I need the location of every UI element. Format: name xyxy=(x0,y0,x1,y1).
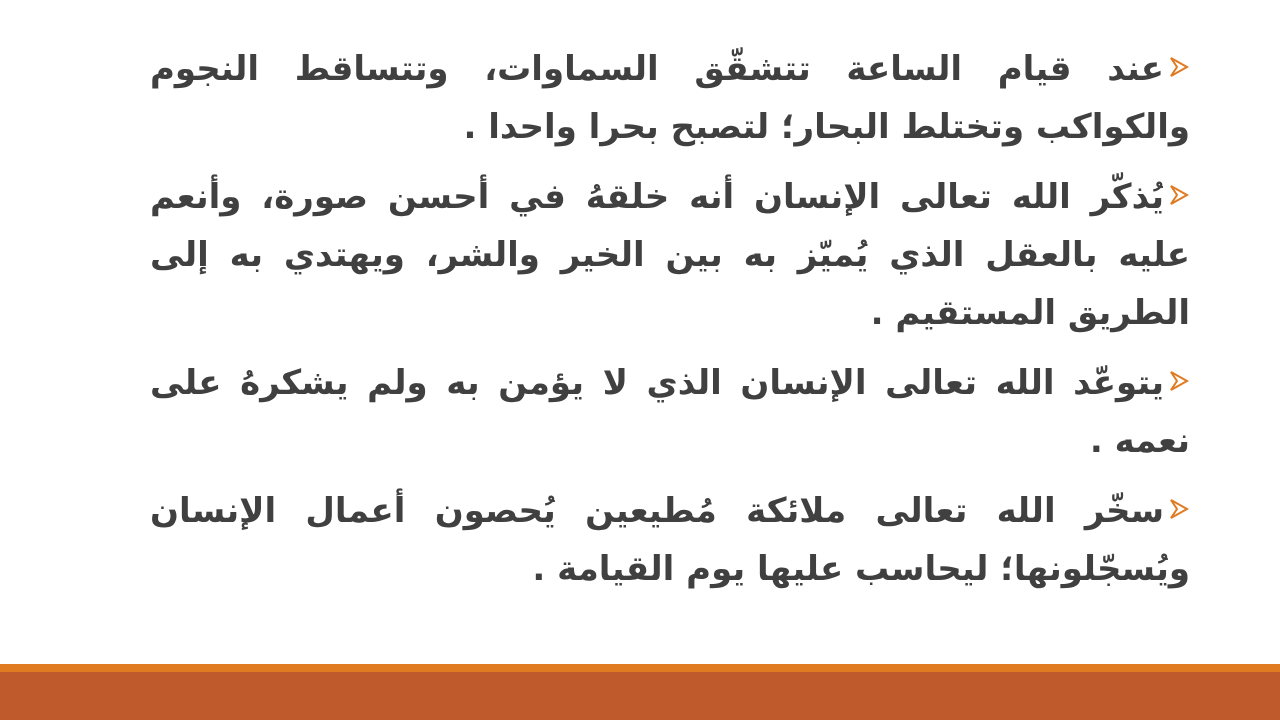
bullet-item xyxy=(150,482,1190,598)
bullet-text: سخّر الله تعالى ملائكة مُطيعين يُحصون أعمال الإنسان ويُسجّلونها؛ ليحاسب عليها يوم القيامة . xyxy=(150,491,1190,589)
footer-accent-stripe xyxy=(0,664,1280,672)
bullet-item xyxy=(150,40,1190,156)
arrow-bullet-icon xyxy=(1168,184,1190,206)
arrow-bullet-icon xyxy=(1168,56,1190,78)
arrow-bullet-icon xyxy=(1168,370,1190,392)
arrow-bullet-icon xyxy=(1168,498,1190,520)
footer-bar xyxy=(0,672,1280,720)
bullet-list xyxy=(150,40,1190,610)
bullet-text: عند قيام الساعة تتشقّق السماوات، وتتساقط النجوم والكواكب وتختلط البحار؛ لتصبح بحرا واحدا . xyxy=(150,49,1190,147)
bullet-text: يتوعّد الله تعالى الإنسان الذي لا يؤمن به ولم يشكرهُ على نعمه . xyxy=(150,363,1190,461)
bullet-item xyxy=(150,354,1190,470)
bullet-text: يُذكّر الله تعالى الإنسان أنه خلقهُ في أحسن صورة، وأنعم عليه بالعقل الذي يُميّز به بين الخير والشر، ويهتدي به إلى الطريق المستقيم . xyxy=(150,177,1190,333)
bullet-item xyxy=(150,168,1190,342)
